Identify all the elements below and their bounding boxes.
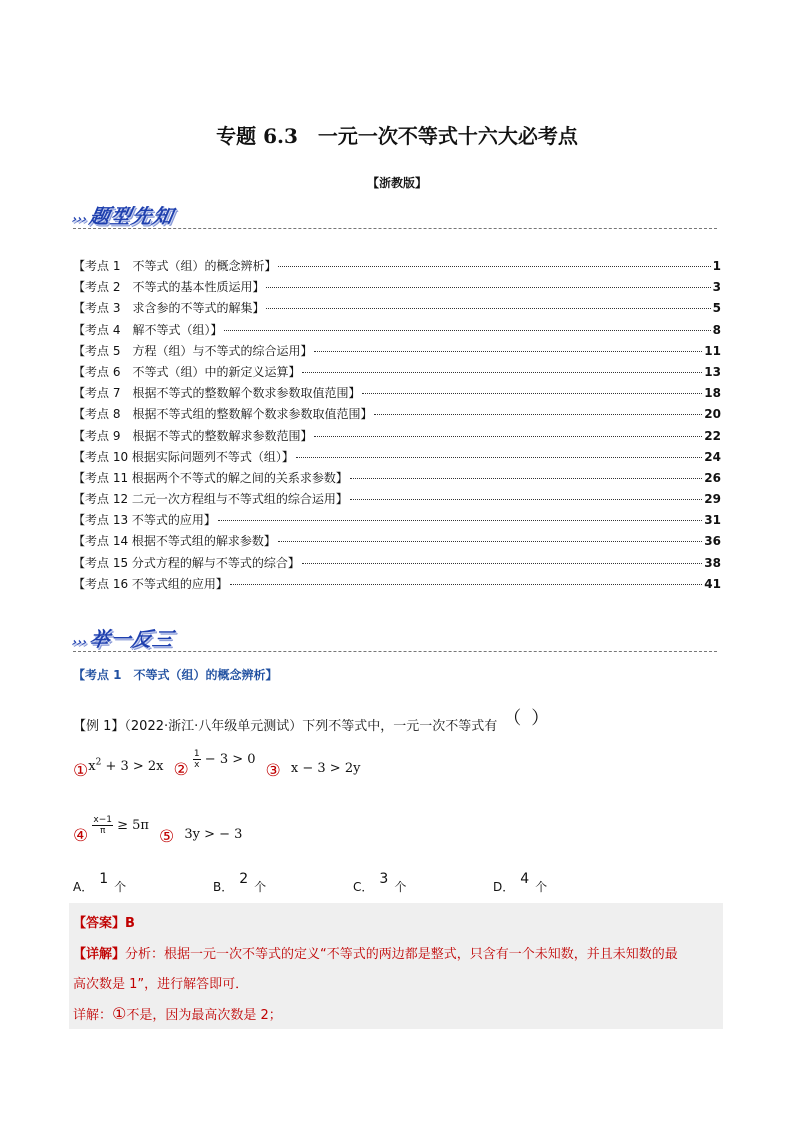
answer-value: B <box>125 916 135 931</box>
banner-question-types <box>70 200 176 229</box>
choice-b[interactable]: B． 2 个 <box>213 871 267 894</box>
toc-item[interactable]: 【考点 4 解不等式（组）】 8 <box>73 322 721 337</box>
toc-item[interactable]: 【考点 2 不等式的基本性质运用】 3 <box>73 280 721 295</box>
banner-arrows-icon: ››› <box>70 635 89 649</box>
expressions-row-1 <box>73 749 361 782</box>
toc-item[interactable]: 【考点 1 不等式（组）的概念辨析】 1 <box>73 259 721 273</box>
circled-number: ⑤ <box>158 827 175 847</box>
option-item: ③ x − 3 > 2y <box>265 761 361 781</box>
option-item: ② $\frac{1}{x}$ − 3 > 0 <box>173 749 256 780</box>
circled-number: ② <box>173 760 189 780</box>
toc-item[interactable]: 【考点 6 不等式（组）中的新定义运算】 13 <box>73 364 721 379</box>
answer-blank: （） <box>503 708 560 729</box>
divider <box>73 228 717 229</box>
option-item: $①x^2 + 3 > 2x$ <box>73 757 164 781</box>
toc-item[interactable]: 【考点 14 根据不等式组的解求参数】 36 <box>73 534 721 549</box>
edition-label: 【浙教版】 <box>366 176 427 190</box>
page-title: 专题 6.3 一元一次不等式十六大必考点 <box>216 124 578 148</box>
option-item: ⑤ 3y > − 3 <box>158 827 243 847</box>
toc-item[interactable]: 【考点 12 二元一次方程组与不等式组的综合运用】 29 <box>73 492 721 507</box>
choice-d[interactable]: D． 4 个 <box>493 871 548 894</box>
detail-label: 【详解】 <box>73 947 126 962</box>
banner-title: 举一反三 <box>87 627 176 651</box>
toc-item[interactable]: 【考点 15 分式方程的解与不等式的综合】 38 <box>73 555 721 570</box>
detail-line-3: 详解：①不是，因为最高次数是 2； <box>73 1004 282 1023</box>
banner-arrows-icon: ››› <box>70 212 89 226</box>
toc-item[interactable]: 【考点 3 求含参的不等式的解集】 5 <box>73 301 721 316</box>
circled-number: ① <box>73 761 89 781</box>
choice-c[interactable]: C． 3 个 <box>353 871 407 894</box>
detail-line-1: 【详解】分析：根据一元一次不等式的定义“不等式的两边都是整式，只含有一个未知数，并且未知数的最 <box>73 947 678 962</box>
table-of-contents <box>73 257 721 596</box>
banner-title: 题型先知 <box>87 204 176 228</box>
option-item: ④ $\frac{x-1}{\pi}$ ≥ 5π <box>73 815 149 846</box>
toc-item[interactable]: 【考点 13 不等式的应用】 31 <box>73 513 721 528</box>
toc-item[interactable]: 【考点 7 根据不等式的整数解个数求参数取值范围】 18 <box>73 386 721 401</box>
divider <box>73 651 717 652</box>
toc-item[interactable]: 【考点 10 根据实际问题列不等式（组）】 24 <box>73 449 721 464</box>
circled-number: ④ <box>73 826 89 846</box>
example-label: 【例 1】 <box>73 719 125 734</box>
banner-examples <box>70 623 176 652</box>
toc-item[interactable]: 【考点 9 根据不等式的整数解求参数范围】 22 <box>73 428 721 443</box>
example-text: （2022·浙江·八年级单元测试）下列不等式中，一元一次不等式有 <box>124 719 498 734</box>
section-heading: 【考点 1 不等式（组）的概念辨析】 <box>73 668 278 682</box>
example-question <box>73 710 559 736</box>
circled-number: ③ <box>265 761 281 781</box>
toc-item[interactable]: 【考点 11 根据两个不等式的解之间的关系求参数】 26 <box>73 470 721 485</box>
toc-item[interactable]: 【考点 5 方程（组）与不等式的综合运用】 11 <box>73 343 721 358</box>
answer-label: 【答案】 <box>73 916 126 931</box>
detail-line-2: 高次数是 1”，进行解答即可． <box>73 977 249 992</box>
expressions-row-2 <box>73 815 243 848</box>
answer-choices <box>73 871 723 895</box>
answer-line <box>73 912 135 931</box>
toc-item[interactable]: 【考点 8 根据不等式组的整数解个数求参数取值范围】 20 <box>73 407 721 422</box>
choice-a[interactable]: A． 1 个 <box>73 871 127 894</box>
toc-item[interactable]: 【考点 16 不等式组的应用】 41 <box>73 576 721 591</box>
